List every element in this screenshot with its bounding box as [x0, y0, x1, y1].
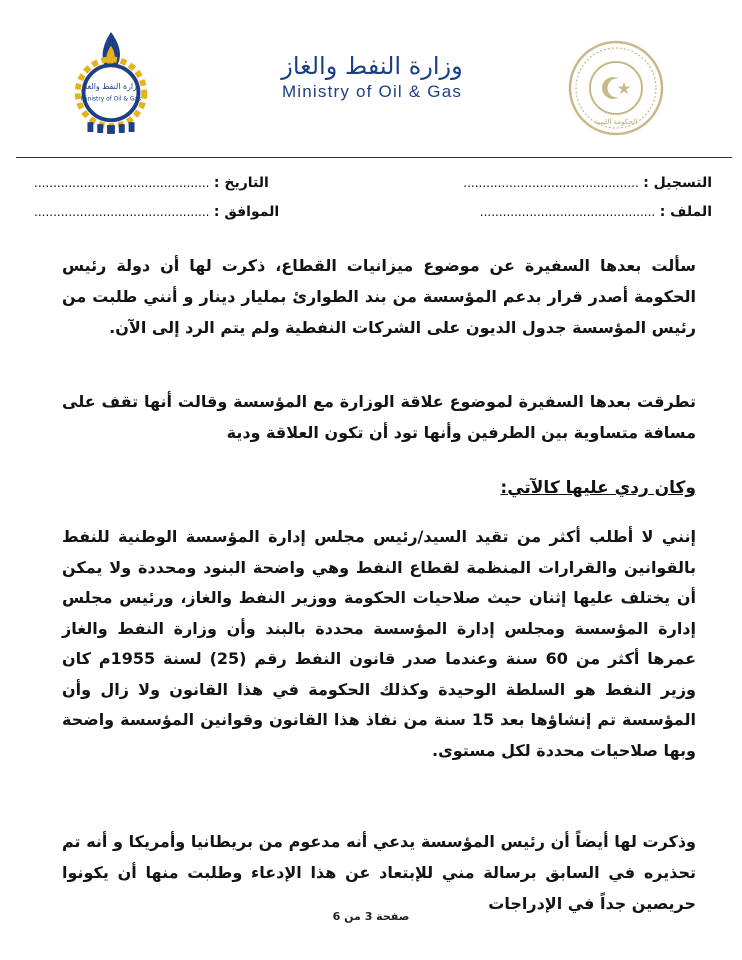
file-value: .............................................. [479, 205, 656, 219]
ministry-name-arabic: وزارة النفط والغاز [281, 52, 463, 80]
reply-heading: وكان ردي عليها كالآتي: [500, 478, 696, 498]
header-divider [16, 157, 732, 158]
registration-field [463, 175, 712, 191]
registration-label: التسجيل : [643, 175, 712, 191]
paragraph-claims: وذكرت لها أيضاً أن رئيس المؤسسة يدعي أنه مدعوم من بريطانيا وأمريكا و أنه تم تحذيره في السابق برسالة مني للإبتعاد عن هذا الإدعاء وطلبت منها أن يكونوا حريصين جداً في الإدراجات [62, 832, 696, 913]
page-number: صفحة 3 من 6 [332, 910, 410, 923]
ministry-brand [262, 52, 482, 102]
government-seal-icon [566, 38, 666, 138]
paragraph-reply: إنني لا أطلب أكثر من تقيد السيد/رئيس مجلس إدارة المؤسسة الوطنية للنفط بالقوانين والقرارات المنظمة لقطاع النفط وهي واضحة البنود ومحددة ولا يمكن أن يختلف عليها إثنان حيث صلاحيات الحكومة ووزير النفط والغاز، ورئيس مجلس إدارة المؤسسة ومجلس إدارة المؤسسة محددة بالبند وأن وزارة النفط والغاز عمرها أكثر من 60 سنة وعندما صدر قانون النفط رقم (25) لسنة 1955م كان وزير النفط هو السلطة الوحيدة وكذلك الحكومة في هذا القانون ولا زال وأن المؤسسة تم إنشاؤها بعد 15 سنة من نفاذ هذا القانون وقوانين المؤسسة واضحة وبها صلاحيات محددة لكل مستوى. [62, 527, 697, 760]
ministry-logo-icon [62, 28, 160, 134]
seal-text: الحكومة الليبية [594, 118, 638, 126]
file-field [480, 204, 712, 220]
corresponding-field [34, 204, 279, 220]
logo-arabic-text: وزارة النفط والغاز [81, 81, 141, 91]
paragraph-budget: سألت بعدها السفيرة عن موضوع ميزانيات القطاع، ذكرت لها أن دولة رئيس الحكومة أصدر قرار بدعم المؤسسة من بند الطوارئ بمليار دينار و أنني طلبت من رئيس المؤسسة جدول الديون على الشركات النفطية ولم يتم الرد إلى الآن. [62, 256, 696, 337]
date-field [34, 175, 269, 191]
paragraph-relationship: تطرقت بعدها السفيرة لموضوع علاقة الوزارة مع المؤسسة وقالت أنها تقف على مسافة متساوية بين الطرفين وأنها تود أن تكون العلاقة ودية [62, 392, 696, 442]
logo-english-text: Ministry of Oil & Gas [80, 96, 142, 103]
ministry-name-english: Ministry of Oil & Gas [281, 82, 463, 101]
corresponding-label: الموافق : [213, 204, 280, 220]
date-label: التاريخ : [213, 175, 269, 191]
registration-value: .............................................. [463, 176, 639, 190]
corresponding-value: .............................................. [34, 205, 210, 219]
date-value: .............................................. [34, 176, 210, 190]
file-label: الملف : [659, 204, 712, 220]
